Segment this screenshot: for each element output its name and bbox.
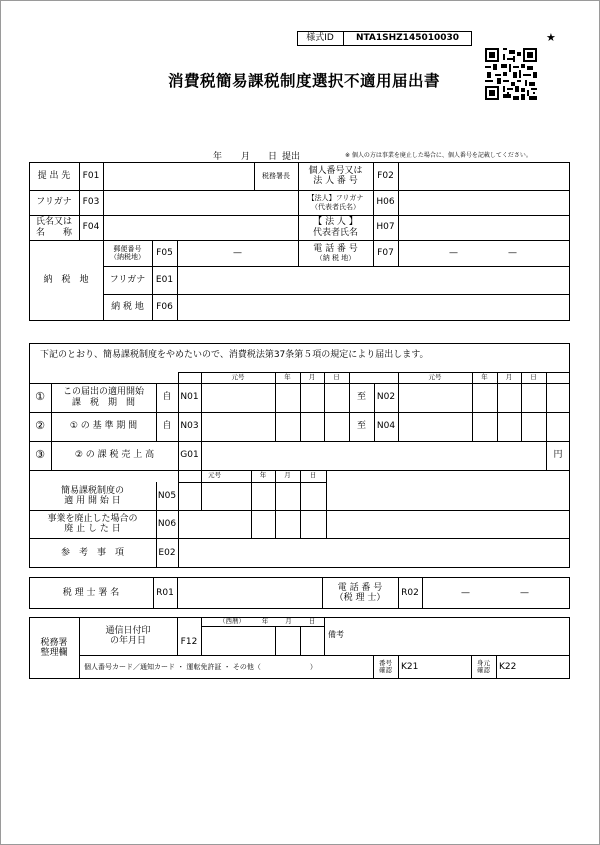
row1-label: [51, 383, 156, 412]
accountant-dash-2: —: [520, 587, 529, 598]
accountant-label: 税 理 士 署 名: [62, 587, 120, 598]
body-text: 下記のとおり、簡易課税制度をやめたいので、消費税法第37条第５項の規定により届出します。: [40, 350, 429, 360]
row4-label-2: 適 用 開 始 日: [64, 496, 121, 506]
rep-furigana-code: H06: [376, 197, 395, 208]
row5-year-field[interactable]: [252, 511, 274, 537]
address-furigana-label: フリガナ: [109, 274, 146, 285]
row5-era-field[interactable]: [179, 511, 250, 537]
number-check-label-2: 確認: [379, 666, 392, 674]
row4-code: N05: [157, 490, 177, 501]
number-check-label: [373, 655, 398, 679]
accountant-phone-field[interactable]: [423, 578, 569, 608]
row5-day-field[interactable]: [301, 511, 325, 537]
name-field[interactable]: [104, 216, 297, 240]
sub-day: 日: [309, 471, 317, 480]
row4-label: [29, 482, 156, 510]
office-label: [29, 617, 79, 679]
comm-month: 月: [285, 616, 292, 625]
postal-code-code: F05: [156, 247, 173, 258]
rep-furigana-field[interactable]: [399, 191, 569, 215]
identity-check-label-2: 確認: [477, 666, 490, 674]
name-label-1: 氏名又は: [35, 217, 72, 228]
accountant-phone-code: R02: [401, 587, 419, 598]
header-month-2: 月: [505, 372, 513, 381]
row1-day-field[interactable]: [325, 384, 348, 411]
name-label-2: 名 称: [35, 227, 72, 238]
row6-code: E02: [158, 547, 176, 558]
row4-era-field[interactable]: [179, 483, 250, 509]
accountant-code: R01: [156, 587, 174, 598]
row2-era-field[interactable]: [202, 413, 274, 440]
postal-label-2: （納税地）: [110, 253, 145, 261]
submit-to-field[interactable]: [104, 163, 253, 190]
row3-amount-field[interactable]: [202, 442, 545, 469]
header-year-2: 年: [481, 372, 488, 381]
accountant-phone-label-2: （税 理 士）: [334, 593, 386, 603]
form-title: 消費税簡易課税制度選択不適用届出書: [168, 72, 441, 90]
sub-era: 元号: [208, 471, 221, 480]
form-id-value: NTA1SHZ145010030: [355, 33, 460, 44]
header-day-2: 日: [530, 372, 537, 381]
accountant-phone-label-1: 電 話 番 号: [337, 582, 383, 593]
rep-name-label-1: 【 法 人 】: [313, 217, 358, 228]
header-day-1: 日: [333, 372, 340, 381]
comm-date-label-2: の年月日: [109, 636, 146, 646]
remarks-field[interactable]: [350, 618, 569, 655]
row3-number: ③: [35, 448, 45, 462]
row2-to-era-field[interactable]: [399, 413, 471, 440]
date-submitted: 提出: [282, 152, 301, 162]
office-label-2: 整理欄: [40, 648, 68, 658]
row2-year-field[interactable]: [276, 413, 299, 440]
header-era-2: 元号: [428, 372, 442, 381]
rep-name-field[interactable]: [399, 216, 569, 240]
date-month: 月: [241, 152, 251, 162]
comm-year: 年: [261, 616, 269, 625]
phone-field[interactable]: [399, 241, 569, 266]
accountant-phone-label: [322, 577, 398, 609]
furigana-code: F03: [82, 197, 100, 208]
row5-month-field[interactable]: [276, 511, 299, 537]
row1-to-era-field[interactable]: [399, 384, 471, 411]
rep-furigana-label-2: （代表者氏名）: [311, 202, 360, 211]
date-year: 年: [213, 152, 223, 162]
id-number-label-2: 法 人 番 号: [313, 176, 358, 186]
name-label: [29, 215, 79, 240]
row1-month-field[interactable]: [301, 384, 323, 411]
row1-to-month-field[interactable]: [498, 384, 520, 411]
id-number-code: F02: [377, 170, 394, 181]
rep-name-label-2: 代表者氏名: [312, 227, 358, 238]
row2-to-day-field[interactable]: [522, 413, 545, 440]
row5-label: [29, 510, 156, 538]
id-number-label: [298, 162, 373, 190]
row1-to-year-field[interactable]: [473, 384, 496, 411]
accountant-dash-1: —: [461, 587, 470, 598]
phone-dash-1: —: [449, 248, 458, 259]
address-furigana-code: E01: [155, 274, 174, 285]
office-label-1: 税務署: [40, 637, 68, 648]
row1-number: ①: [35, 390, 45, 404]
row5-label-2: 廃 止 し た 日: [64, 524, 121, 534]
furigana-label: フリガナ: [36, 197, 72, 208]
number-check-label-1: 番号: [379, 658, 392, 667]
row4-day-field[interactable]: [301, 483, 325, 509]
row1-to: 至: [356, 392, 366, 403]
comm-day: 日: [308, 616, 316, 625]
qr-code-icon: [485, 48, 537, 100]
row4-year-field[interactable]: [252, 483, 274, 509]
comm-date-code: F12: [180, 637, 198, 648]
header-era-1: 元号: [231, 372, 245, 381]
row1-label-1: この届出の適用開始: [62, 387, 144, 398]
rep-name-label: [298, 215, 373, 240]
row1-code-to: N02: [376, 392, 396, 403]
comm-year-field[interactable]: [202, 627, 274, 654]
address-sub-code: F06: [156, 302, 173, 313]
id-number-field[interactable]: [399, 163, 569, 190]
identity-check-label: [471, 655, 496, 679]
phone-code: F07: [377, 247, 394, 258]
date-day: 日: [268, 152, 278, 162]
star-mark: ★: [546, 31, 556, 44]
comm-date-label-1: 通信日付印: [105, 625, 151, 636]
row1-to-day-field[interactable]: [522, 384, 545, 411]
date-note: ※ 個人の方は事業を廃止した場合に、個人番号を記載してください。: [345, 152, 532, 159]
phone-dash-2: —: [508, 248, 517, 259]
row2-to: 至: [356, 421, 366, 432]
row2-to-month-field[interactable]: [498, 413, 520, 440]
accountant-signature-field[interactable]: [178, 578, 321, 608]
number-check-code: K21: [401, 661, 419, 672]
row1-year-field[interactable]: [276, 384, 299, 411]
comm-date-label: [79, 617, 177, 655]
row2-month-field[interactable]: [301, 413, 323, 440]
row2-label: ① の 基 準 期 間: [69, 421, 138, 432]
row2-code-from: N03: [180, 421, 199, 432]
row1-code-from: N01: [180, 392, 199, 403]
postal-label: [103, 240, 152, 266]
row3-unit: 円: [553, 450, 563, 461]
row1-era-field[interactable]: [202, 384, 274, 411]
row5-code: N06: [157, 518, 177, 529]
row2-from: 自: [162, 421, 172, 432]
header-month-1: 月: [308, 372, 316, 381]
name-code: F04: [82, 222, 100, 233]
comm-day-field[interactable]: [301, 627, 323, 654]
row2-number: ②: [35, 419, 45, 433]
phone-label: [298, 240, 373, 266]
address-sub-label: 納 税 地: [111, 302, 144, 313]
id-docs-options[interactable]: 個人番号カード／通知カード ・ 運転免許証 ・ その他（ ）: [84, 662, 317, 671]
row2-code-to: N04: [376, 421, 396, 432]
postal-code-field[interactable]: —: [233, 247, 242, 258]
row4-month-field[interactable]: [276, 483, 299, 509]
row3-code: G01: [180, 450, 199, 461]
id-number-label-1: 個人番号又は: [308, 165, 363, 176]
form-id-label: 様式ID: [306, 33, 334, 44]
phone-label-2: （納 税 地）: [315, 254, 356, 263]
row2-to-year-field[interactable]: [473, 413, 496, 440]
row1-from: 自: [162, 392, 172, 403]
rep-name-code: H07: [376, 222, 395, 233]
row1-label-2: 課 税 期 間: [71, 397, 135, 408]
comm-western-year: （西暦）: [219, 616, 245, 625]
header-year-1: 年: [284, 372, 291, 381]
row3-label: ② の 課 税 売 上 高: [74, 450, 155, 461]
submit-to-label: 提 出 先: [37, 170, 71, 181]
phone-label-1: 電 話 番 号: [313, 243, 358, 254]
row6-label: 参 考 事 項: [60, 547, 124, 558]
row2-day-field[interactable]: [325, 413, 348, 440]
rep-furigana-label-1: 【法人】フリガナ: [307, 194, 364, 203]
identity-check-code: K22: [499, 661, 517, 672]
row5-label-1: 事業を廃止した場合の: [47, 513, 138, 524]
remarks-label: 備考: [328, 630, 344, 639]
address-furigana-field[interactable]: [178, 267, 569, 294]
postal-label-1: 郵便番号: [113, 244, 142, 253]
sub-year: 年: [259, 471, 267, 480]
comm-month-field[interactable]: [276, 627, 299, 654]
tax-office-suffix: 税務署長: [262, 171, 290, 180]
identity-check-label-1: 身元: [477, 658, 490, 667]
submit-to-code: F01: [82, 170, 100, 181]
address-label: 納 税 地: [43, 275, 89, 286]
address-field[interactable]: [178, 295, 569, 321]
row6-field[interactable]: [179, 539, 569, 567]
sub-month: 月: [284, 471, 291, 480]
furigana-field[interactable]: [104, 191, 297, 215]
rep-furigana-label: [298, 190, 373, 215]
row4-label-1: 簡易課税制度の: [60, 485, 124, 496]
